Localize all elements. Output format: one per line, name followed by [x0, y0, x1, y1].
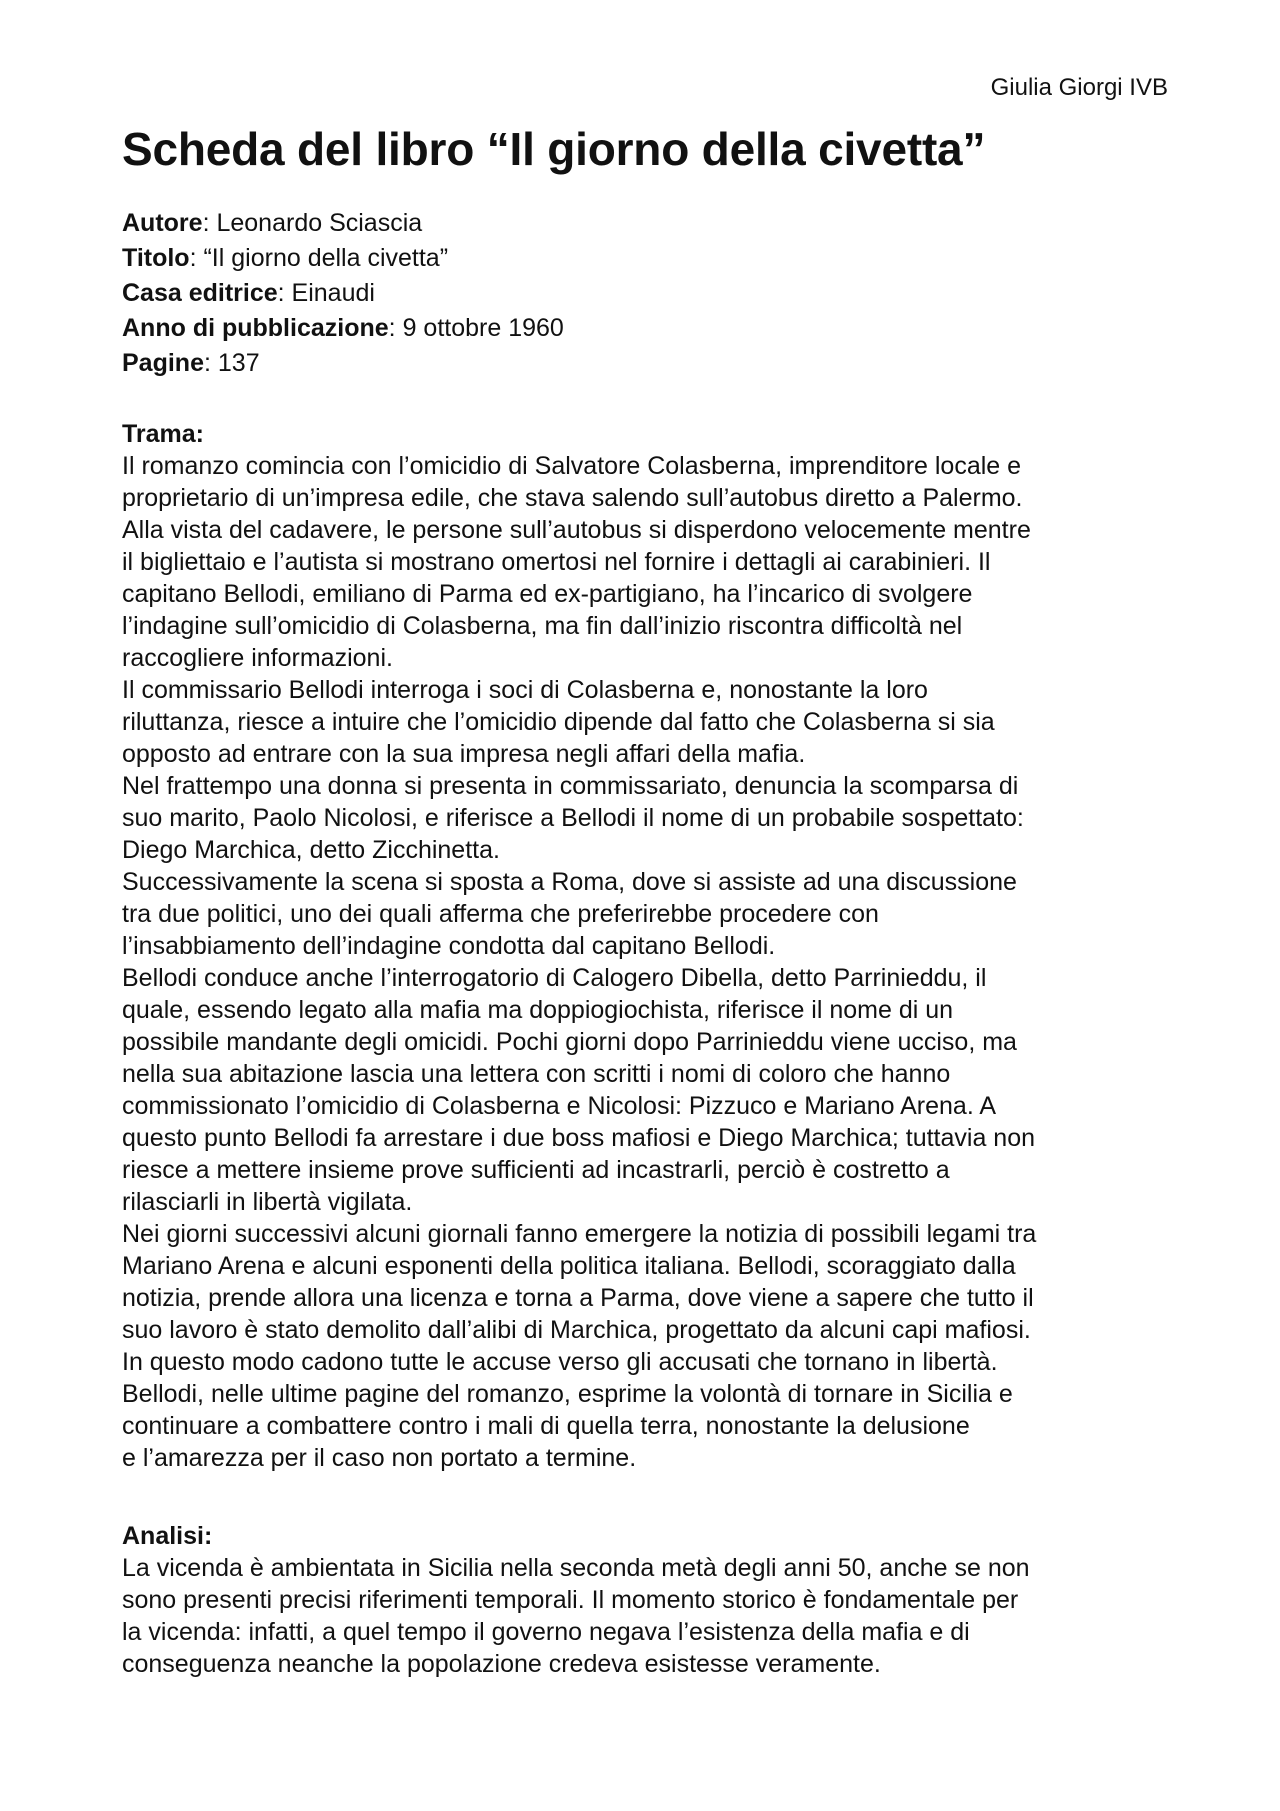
- meta-value: 9 ottobre 1960: [402, 314, 564, 342]
- book-metadata: [122, 206, 564, 381]
- meta-label: Pagine: [122, 349, 204, 377]
- meta-publisher: Casa editrice: Einaudi: [122, 279, 375, 307]
- meta-pages: Pagine: 137: [122, 349, 260, 377]
- meta-label: Titolo: [122, 244, 190, 272]
- meta-value: Einaudi: [291, 279, 375, 307]
- meta-title: Titolo: “Il giorno della civetta”: [122, 244, 449, 272]
- plot-section: [122, 418, 1172, 1474]
- meta-author: Autore: Leonardo Sciascia: [122, 209, 423, 237]
- meta-label: Autore: [122, 209, 203, 237]
- student-name: Giulia Giorgi IVB: [990, 74, 1168, 101]
- meta-year: Anno di pubblicazione: 9 ottobre 1960: [122, 314, 564, 342]
- analysis-heading: Analisi:: [122, 1522, 213, 1550]
- meta-value: “Il giorno della civetta”: [203, 244, 449, 272]
- page-title: Scheda del libro “Il giorno della civetta”: [122, 123, 986, 175]
- plot-heading: Trama:: [122, 420, 204, 448]
- meta-value: Leonardo Sciascia: [216, 209, 423, 237]
- meta-label: Casa editrice: [122, 279, 278, 307]
- analysis-text: La vicenda è ambientata in Sicilia nella seconda metà degli anni 50, anche se non sono presenti precisi riferimenti temporali. Il momento storico è fondamentale per la vicenda: infatti, a quel tempo il governo negava l’esistenza della mafia e di conseguenza neanche la popolazione credeva esistesse veramente.: [122, 1554, 1030, 1678]
- plot-text: Il romanzo comincia con l’omicidio di Salvatore Colasberna, imprenditore locale e proprietario di un’impresa edile, che stava salendo sull’autobus diretto a Palermo. Alla vista del cadavere, le persone sull’autobus si disperdono velocemente mentre il bigliettaio e l’autista si mostrano omertosi nel fornire i dettagli ai carabinieri. Il capitano Bellodi, emiliano di Parma ed ex-partigiano, ha l’incarico di svolgere l’indagine sull’omicidio di Colasberna, ma fin dall’inizio riscontra difficoltà nel raccogliere informazioni. Il commissario Bellodi interroga i soci di Colasberna e, nonostante la loro riluttanza, riesce a intuire che l’omicidio dipende dal fatto che Colasberna si sia opposto ad entrare con la sua impresa negli affari della mafia. Nel frattempo una donna si presenta in commissariato, denuncia la scomparsa di suo marito, Paolo Nicolosi, e riferisce a Bellodi il nome di un probabile sospettato: Diego Marchica, detto Zicchinetta. Successivamente la scena si sposta a Roma, dove si assiste ad una discussione tra due politici, uno dei quali afferma che preferirebbe procedere con l’insabbiamento dell’indagine condotta dal capitano Bellodi. Bellodi conduce anche l’interrogatorio di Calogero Dibella, detto Parrinieddu, il quale, essendo legato alla mafia ma doppiogiochista, riferisce il nome di un possibile mandante degli omicidi. Pochi giorni dopo Parrinieddu viene ucciso, ma nella sua abitazione lascia una lettera con scritti i nomi di coloro che hanno commissionato l’omicidio di Colasberna e Nicolosi: Pizzuco e Mariano Arena. A questo punto Bellodi fa arrestare i due boss mafiosi e Diego Marchica; tuttavia non riesce a mettere insieme prove sufficienti ad incastrarli, perciò è costretto a rilasciarli in libertà vigilata. Nei giorni successivi alcuni giornali fanno emergere la notizia di possibili legami tra Mariano Arena e alcuni esponenti della politica italiana. Bellodi, scoraggiato dalla notizia, prende allora una licenza e torna a Parma, dove viene a sapere che tutto il suo lavoro è stato demolito dall’alibi di Marchica, progettato da alcuni capi mafiosi. In questo modo cadono tutte le accuse verso gli accusati che tornano in libertà. Bellodi, nelle ultime pagine del romanzo, esprime la volontà di tornare in Sicilia e continuare a combattere contro i mali di quella terra, nonostante la delusione e l’amarezza per il caso non portato a termine.: [122, 452, 1037, 1472]
- analysis-section: [122, 1520, 1172, 1680]
- meta-label: Anno di pubblicazione: [122, 314, 389, 342]
- meta-value: 137: [217, 349, 260, 377]
